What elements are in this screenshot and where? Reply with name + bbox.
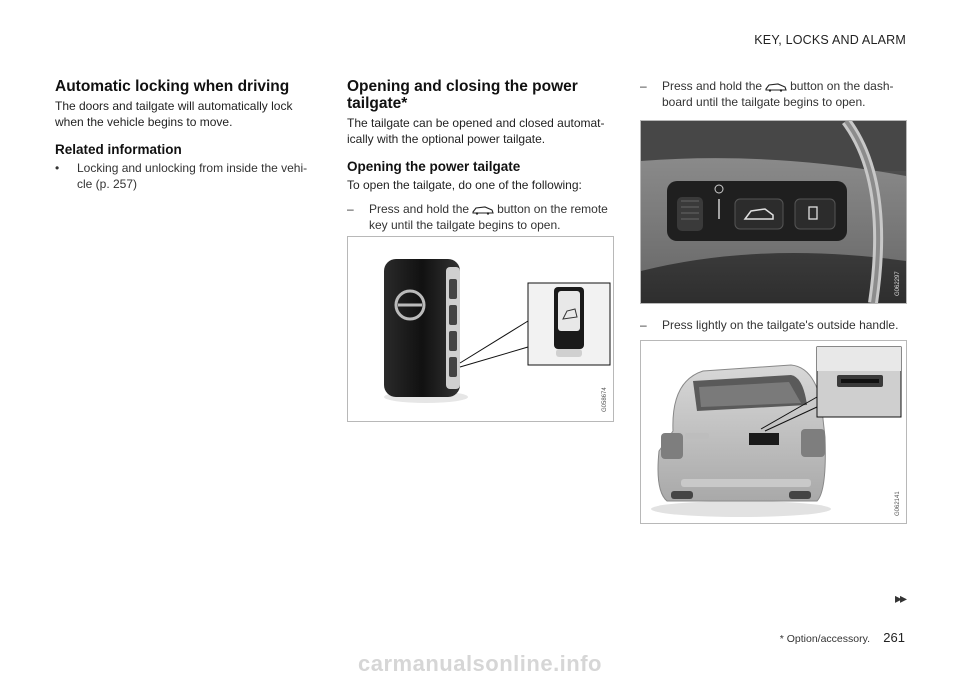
continue-arrows: ▸▸ xyxy=(894,590,905,606)
step-text-after: button on the remote key until the tailgate begins to open. xyxy=(369,202,608,233)
tailgate-car-icon xyxy=(765,82,787,92)
footnote: * Option/accessory. xyxy=(779,633,870,645)
remote-key-illustration xyxy=(348,237,613,421)
figure-code: G058674 xyxy=(602,387,608,412)
tailgate-car-icon xyxy=(472,205,494,215)
column-automatic-locking xyxy=(55,78,310,192)
figure-dashboard-button xyxy=(640,120,907,304)
car-rear-illustration xyxy=(641,341,906,523)
step-remote-key xyxy=(347,201,615,233)
figure-code: G062297 xyxy=(895,271,901,296)
step-dash: – xyxy=(347,202,354,217)
heading-related-information: Related information xyxy=(55,142,182,158)
running-header: KEY, LOCKS AND ALARM xyxy=(754,33,906,47)
heading-opening-power-tailgate: Opening the power tailgate xyxy=(347,159,521,175)
bullet: • xyxy=(55,161,60,176)
related-item[interactable] xyxy=(55,160,310,192)
step-remote-key-text xyxy=(369,201,615,233)
column-tailgate-steps xyxy=(640,78,908,110)
step-outside-handle xyxy=(640,317,908,333)
figure-code: G062141 xyxy=(895,491,901,516)
step-text-before: Press and hold the xyxy=(369,202,470,217)
figure-tailgate-handle xyxy=(640,340,907,524)
heading-power-tailgate: Opening and closing the power tailgate* xyxy=(347,78,578,113)
step-outside-handle-text: Press lightly on the tailgate's outside handle. xyxy=(662,318,899,332)
step-text-after: button on the dash-board until the tailgate begins to open. xyxy=(662,79,894,109)
opening-lead: To open the tailgate, do one of the following: xyxy=(347,178,582,193)
column-power-tailgate xyxy=(347,78,615,233)
related-item-link[interactable]: Locking and unlocking from inside the vehi-cle (p. 257) xyxy=(77,161,308,192)
page-number: 261 xyxy=(883,630,905,645)
power-tailgate-intro: The tailgate can be opened and closed automat-ically with the optional power tailgate. xyxy=(347,116,605,147)
figure-remote-key xyxy=(347,236,614,422)
step-dash: – xyxy=(640,318,647,332)
heading-automatic-locking: Automatic locking when driving xyxy=(55,78,290,95)
step-dashboard-button xyxy=(640,78,908,110)
step-dash: – xyxy=(640,79,647,93)
dashboard-illustration xyxy=(641,121,906,303)
automatic-locking-body: The doors and tailgate will automatically lock when the vehicle begins to move. xyxy=(55,99,293,130)
step-text-before: Press and hold the xyxy=(662,79,763,93)
step-dashboard-text xyxy=(662,78,908,110)
watermark: carmanualsonline.info xyxy=(358,651,602,676)
